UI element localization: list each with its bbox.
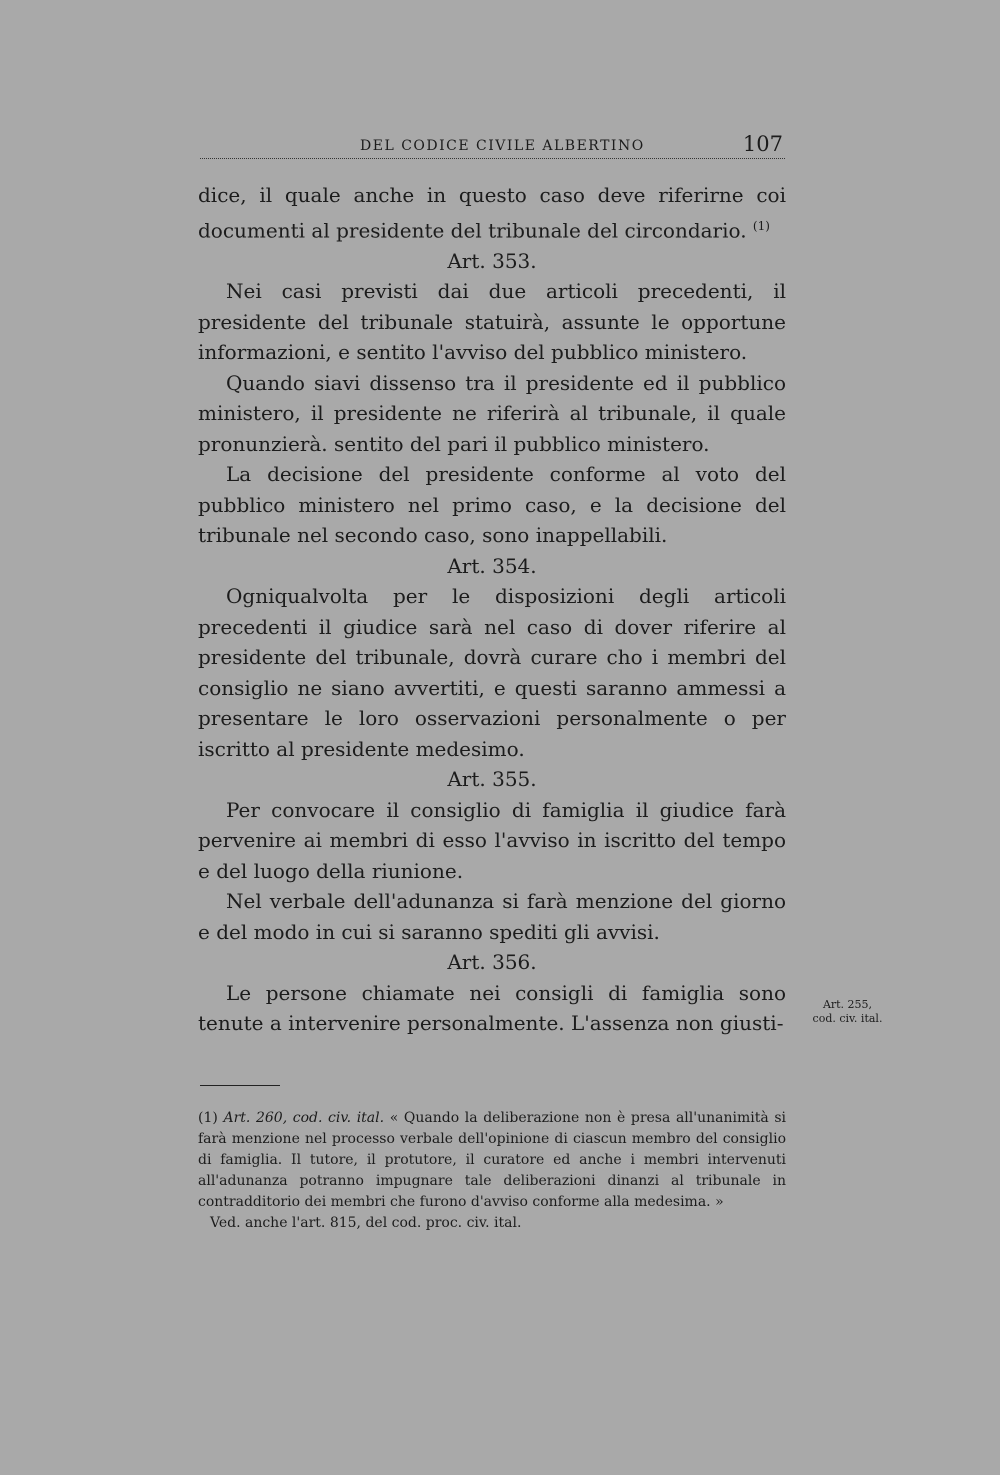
page-header (200, 128, 785, 159)
running-head: DEL CODICE CIVILE ALBERTINO (360, 138, 645, 154)
article-heading-355: Art. 355. (447, 767, 537, 792)
footnotes (198, 1108, 786, 1234)
paragraph-text: dice, il quale anche in questo caso deve riferirne coi documenti al presidente del tribunale del circondario. (198, 183, 786, 243)
article-heading-354: Art. 354. (447, 553, 537, 578)
footnote (198, 1108, 786, 1213)
paragraph: Nel verbale dell'adunanza si farà menzione del giorno e del modo in cui si saranno spediti gli avvisi. (198, 889, 786, 944)
footnote-text: « Quando la deliberazione non è presa all'unanimità si farà menzione nel processo verbale dell'opinione di ciascun membro del consiglio di famiglia. Il tutore, il protutore, il curatore ed anche i membri intervenuti all'adunanza potranno impugnare tale deliberazioni dinanzi al tribunale in contradditorio dei membri che furono d'avviso conforme alla medesima. » (198, 1110, 786, 1210)
paragraph: Quando siavi dissenso tra il presidente ed il pubblico ministero, il presidente ne riferirà al tribunale, il quale pronunzierà. sentito del pari il pubblico ministero. (198, 370, 786, 456)
page-number: 107 (742, 132, 783, 156)
paragraph: Ogniqualvolta per le disposizioni degli articoli precedenti il giudice sarà nel caso di dover riferire al presidente del tribunale, dovrà curare cho i membri del consiglio ne siano avvertiti, e questi saranno ammessi a presentare le loro osservazioni personalmente o per iscritto al presidente medesimo. (198, 584, 786, 761)
footnote-divider (200, 1085, 280, 1086)
article-heading-353: Art. 353. (447, 248, 537, 273)
main-text (198, 180, 786, 1039)
margin-note-line: cod. civ. ital. (812, 1012, 883, 1025)
paragraph: Nei casi previsti dai due articoli precedenti, il presidente del tribunale statuirà, assunte le opportune informazioni, e sentito l'avviso del pubblico ministero. (198, 279, 786, 365)
article-heading-356: Art. 356. (447, 950, 537, 975)
margin-note (800, 998, 895, 1026)
footnote-mark: (1) (198, 1110, 218, 1126)
paragraph: La decisione del presidente conforme al voto del pubblico ministero nel primo caso, e la decisione del tribunale nel secondo caso, sono inappellabili. (198, 462, 786, 548)
margin-note-line: Art. 255, (822, 998, 873, 1011)
paragraph: Per convocare il consiglio di famiglia il giudice farà pervenire ai membri di esso l'avviso in iscritto del tempo e del luogo della riunione. (198, 797, 786, 883)
footnote-reference: Art. 260, cod. civ. ital. (223, 1110, 385, 1126)
footnote-marker: (1) (752, 218, 770, 233)
paragraph-continued (198, 180, 786, 246)
footnote: Ved. anche l'art. 815, del cod. proc. civ. ital. (210, 1215, 522, 1231)
paragraph: Le persone chiamate nei consigli di famiglia sono tenute a intervenire personalmente. L'assenza non giusti- (198, 980, 786, 1036)
